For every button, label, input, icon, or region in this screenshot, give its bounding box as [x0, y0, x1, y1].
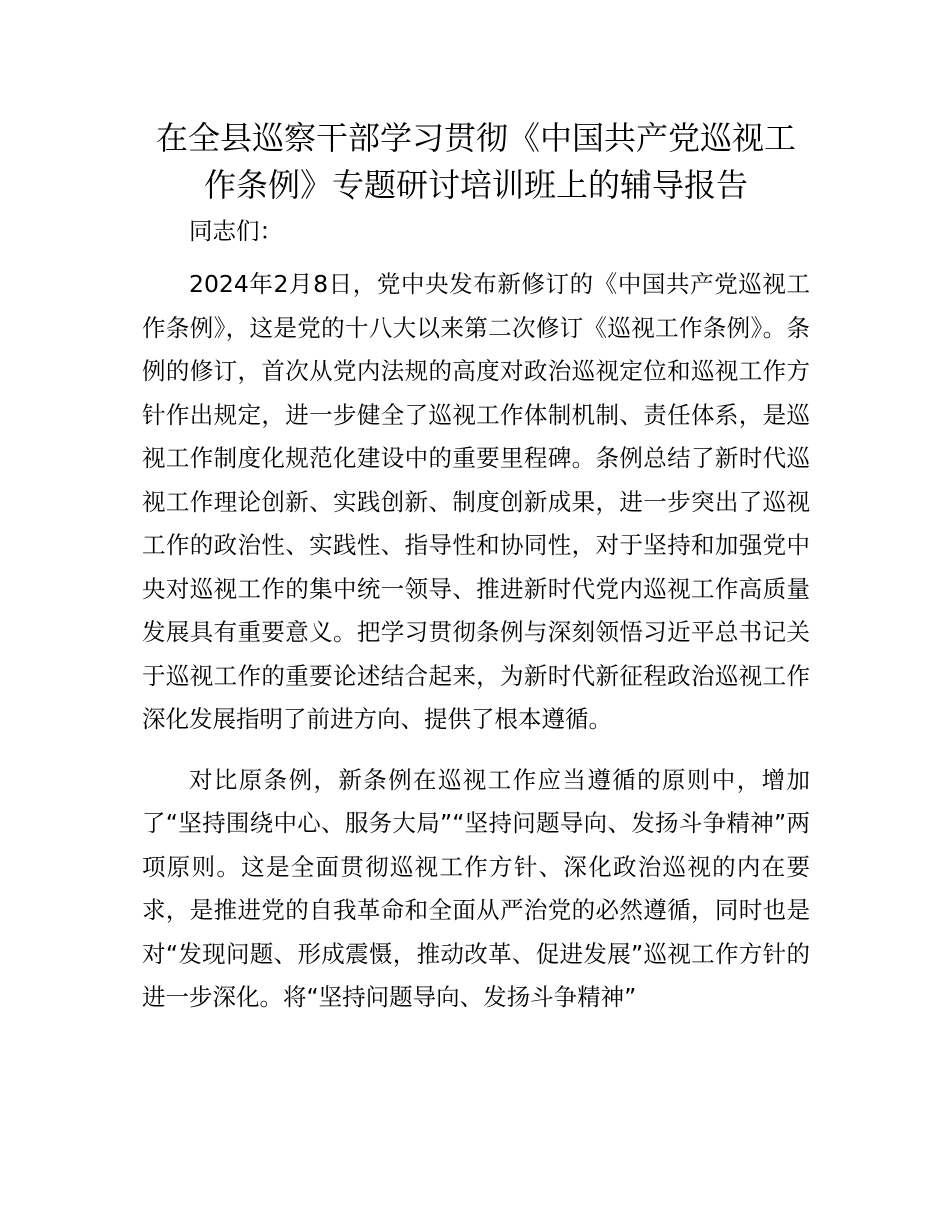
- title-line-1: 在全县巡察干部学习贯彻《中国共产党巡视工: [155, 119, 796, 157]
- title-line-2: 作条例》专题研讨培训班上的辅导报告: [203, 166, 748, 204]
- document-title: [142, 115, 810, 209]
- paragraph-1: 2024年2月8日，党中央发布新修订的《中国共产党巡视工作条例》，这是党的十八大以来第二次修订《巡视工作条例》。条例的修订，首次从党内法规的高度对政治巡视定位和巡视工作方针作出规定，进一步健全了巡视工作体制机制、责任体系，是巡视工作制度化规范化建设中的重要里程碑。条例总结了新时代巡视工作理论创新、实践创新、制度创新成果，进一步突出了巡视工作的政治性、实践性、指导性和协同性，对于坚持和加强党中央对巡视工作的集中统一领导、推进新时代党内巡视工作高质量发展具有重要意义。把学习贯彻条例与深刻领悟习近平总书记关于巡视工作的重要论述结合起来，为新时代新征程政治巡视工作深化发展指明了前进方向、提供了根本遵循。: [142, 270, 810, 733]
- salutation: 同志们：: [189, 217, 283, 245]
- document-page: [142, 115, 810, 1020]
- paragraph-2: 对比原条例，新条例在巡视工作应当遵循的原则中，增加了“坚持围绕中心、服务大局”“坚持问题导向、发扬斗争精神”两项原则。这是全面贯彻巡视工作方针、深化政治巡视的内在要求，是推进党的自我革命和全面从严治党的必然遵循，同时也是对“发现问题、形成震慑，推动改革、促进发展”巡视工作方针的进一步深化。将“坚持问题导向、发扬斗争精神”: [142, 765, 810, 1011]
